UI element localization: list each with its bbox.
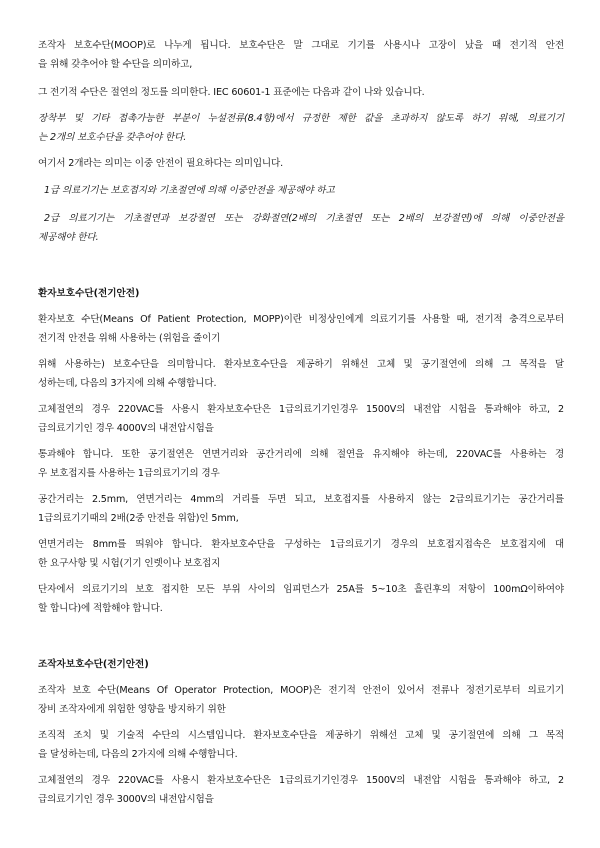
- moop-line: 고체절연의 경우 220VAC를 사용시 환자보호수단은 1급의료기기인경우 1500V의 내전압 시험을 통과해야 하고, 2: [38, 775, 564, 786]
- standard-quote-line-1: 장착부 및 기타 접촉가능한 부분이 누설전류(8.4항)에서 규정한 제한 값을 초과하지 않도록 하기 위해, 의료기기: [38, 113, 564, 124]
- intro-line-4: 여기서 2개라는 의미는 이중 안전이 필요하다는 의미입니다.: [38, 158, 284, 169]
- intro-line-1: 조작자 보호수단(MOOP)로 나누게 됩니다. 보호수단은 말 그대로 기기를 사용시나 고장이 났을 때 전기적 안전: [38, 40, 564, 51]
- mopp-line: 위해 사용하는) 보호수단을 의미합니다. 환자보호수단을 제공하기 위해선 고체 및 공기절연에 의해 그 목적을 달: [38, 359, 564, 370]
- class2-statement-line-1: 2급 의료기기는 기초절연과 보강절연 또는 강화절연(2배의 기초절연 또는 2배의 보강절연)에 의해 이중안전을: [44, 213, 564, 224]
- moop-line: 조직적 조치 및 기술적 수단의 시스템입니다. 환자보호수단을 제공하기 위해선 고체 및 공기절연에 의해 그 목적: [38, 730, 564, 741]
- mopp-line: 전기적 안전을 위해 사용하는 (위험을 줄이기: [38, 333, 221, 344]
- intro-line-2: 을 위해 갖추어야 할 수단을 의미하고,: [38, 59, 193, 70]
- moop-line: 조작자 보호 수단(Means Of Operator Protection, MOOP)은 전기적 안전이 있어서 전류나 정전기로부터 의료기기: [38, 685, 564, 696]
- moop-line: 장비 조작자에게 위험한 영향을 방지하기 위한: [38, 704, 226, 715]
- moop-line: 급의료기기인 경우 3000V의 내전압시험을: [38, 794, 214, 805]
- class2-statement-line-2: 제공해야 한다.: [38, 232, 99, 243]
- intro-line-3: 그 전기적 수단은 절연의 정도를 의미한다. IEC 60601-1 표준에는 다음과 같이 나와 있습니다.: [38, 87, 425, 98]
- mopp-line: 할 합니다)에 적합해야 합니다.: [38, 603, 163, 614]
- moop-heading: 조작자보호수단(전기안전): [38, 659, 149, 670]
- mopp-line: 공간거리는 2.5mm, 연면거리는 4mm의 거리를 두면 되고, 보호접지를 사용하지 않는 2급의료기기는 공간거리를: [38, 494, 564, 505]
- mopp-line: 한 요구사항 및 시험(기기 인렛이나 보호접지: [38, 558, 221, 569]
- standard-quote-line-2: 는 2개의 보호수단을 갖추어야 한다.: [38, 132, 187, 143]
- mopp-line: 통과해야 합니다. 또한 공기절연은 연면거리와 공간거리에 의해 절연을 유지해야 하는데, 220VAC를 사용하는 경: [38, 449, 564, 460]
- mopp-line: 우 보호접지를 사용하는 1급의료기기의 경우: [38, 468, 220, 479]
- mopp-line: 급의료기기인 경우 4000V의 내전압시험을: [38, 423, 214, 434]
- class1-statement: 1급 의료기기는 보호접지와 기초절연에 의해 이중안전을 제공해야 하고: [44, 185, 335, 196]
- mopp-line: 단자에서 의료기기의 보호 접지한 모든 부위 사이의 임피던스가 25A를 5~10초 흘린후의 저항이 100mΩ이하여야: [38, 584, 564, 595]
- mopp-line: 1급의료기기때의 2배(2중 안전을 위함)인 5mm,: [38, 513, 239, 524]
- mopp-line: 고체절연의 경우 220VAC를 사용시 환자보호수단은 1급의료기기인경우 1500V의 내전압 시험을 통과해야 하고, 2: [38, 404, 564, 415]
- mopp-line: 환자보호 수단(Means Of Patient Protection, MOPP)이란 비정상인에게 의료기기를 사용할 때, 전기적 충격으로부터: [38, 314, 564, 325]
- moop-line: 을 달성하는데, 다음의 2가지에 의해 수행합니다.: [38, 749, 238, 760]
- mopp-line: 성하는데, 다음의 3가지에 의해 수행합니다.: [38, 378, 217, 389]
- mopp-line: 연면거리는 8mm를 띄워야 합니다. 환자보호수단을 구성하는 1급의료기기 경우의 보호접지접속은 보호접지에 대: [38, 539, 564, 550]
- mopp-heading: 환자보호수단(전기안전): [38, 288, 140, 299]
